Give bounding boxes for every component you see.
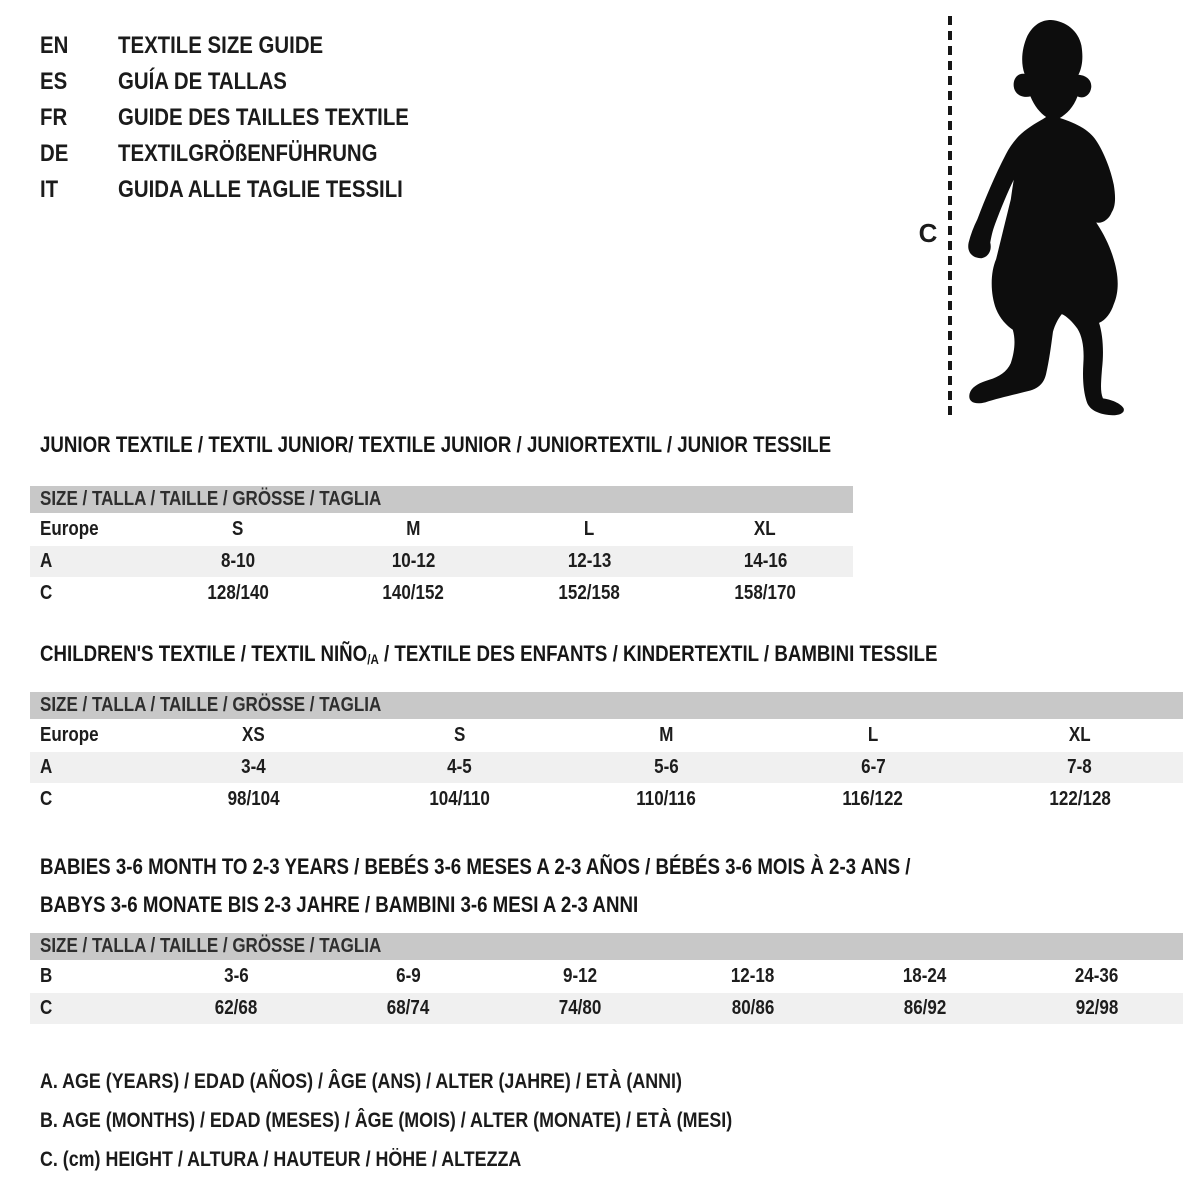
cell-value: 116/122 <box>842 788 904 810</box>
cell-value: 10-12 <box>391 550 436 572</box>
children-table <box>30 719 1183 816</box>
legend-line-a: A. AGE (YEARS) / EDAD (AÑOS) / ÂGE (ANS) / ALTER (JAHRE) / ETÀ (ANNI) <box>40 1070 682 1093</box>
cell-value: 6-9 <box>395 965 421 987</box>
lang-title: GUIDA ALLE TAGLIE TESSILI <box>118 176 403 203</box>
row-label: Europe <box>40 518 99 540</box>
cell-value: 80/86 <box>731 997 774 1019</box>
table-row <box>30 752 1183 783</box>
size-col-header: S <box>232 518 244 540</box>
cell-value: 7-8 <box>1067 756 1092 778</box>
cell-value: 9-12 <box>563 965 598 987</box>
cell-value: 68/74 <box>386 997 430 1019</box>
cell-value: 140/152 <box>382 582 445 604</box>
lang-code: ES <box>40 68 68 95</box>
junior-title-text: JUNIOR TEXTILE / TEXTIL JUNIOR/ TEXTILE JUNIOR / JUNIORTEXTIL / JUNIOR TESSILE <box>40 432 832 457</box>
lang-title: TEXTILE SIZE GUIDE <box>118 32 324 59</box>
cell-value: 8-10 <box>220 550 255 572</box>
legend-line-b: B. AGE (MONTHS) / EDAD (MESES) / ÂGE (MOIS) / ALTER (MONATE) / ETÀ (MESI) <box>40 1109 733 1132</box>
children-section-title <box>40 642 1096 672</box>
size-header-bar <box>30 933 1183 960</box>
cell-value: 74/80 <box>559 997 602 1019</box>
size-col-header: XL <box>754 518 776 540</box>
cell-value: 18-24 <box>902 965 947 987</box>
cell-value: 110/116 <box>636 788 697 810</box>
lang-row-en <box>40 28 460 64</box>
babies-title-line1: BABIES 3-6 MONTH TO 2-3 YEARS / BEBÉS 3-6 MESES A 2-3 AÑOS / BÉBÉS 3-6 MOIS À 2-3 ANS / <box>40 854 911 879</box>
babies-section-title <box>40 848 1064 924</box>
lang-row-fr <box>40 100 460 136</box>
table-row <box>30 993 1183 1024</box>
row-label: C <box>40 582 53 604</box>
cell-value: 98/104 <box>227 788 280 810</box>
lang-row-it <box>40 172 460 208</box>
size-col-header: M <box>406 518 421 540</box>
table-row <box>30 960 1183 993</box>
cell-value: 4-5 <box>447 756 473 778</box>
junior-section-title <box>40 433 971 457</box>
size-header-label: SIZE / TALLA / TAILLE / GRÖSSE / TAGLIA <box>40 694 382 716</box>
toddler-silhouette-image <box>963 18 1140 418</box>
lang-title: GUIDE DES TAILLES TEXTILE <box>118 104 409 131</box>
babies-title-line2: BABYS 3-6 MONATE BIS 2-3 JAHRE / BAMBINI 3-6 MESI A 2-3 ANNI <box>40 892 639 917</box>
cell-value: 104/110 <box>429 788 491 810</box>
cell-value: 12-13 <box>567 550 612 572</box>
cell-value: 3-4 <box>241 756 266 778</box>
children-size-table <box>30 692 1183 816</box>
cell-value: 3-6 <box>223 965 249 987</box>
cell-value: 14-16 <box>743 550 787 572</box>
lang-title: GUÍA DE TALLAS <box>118 68 287 95</box>
cell-value: 62/68 <box>214 997 258 1019</box>
size-col-header: S <box>454 724 466 746</box>
height-label-c: C <box>918 218 938 248</box>
lang-code: IT <box>40 176 59 203</box>
table-row <box>30 783 1183 816</box>
lang-title: TEXTILGRÖßENFÜHRUNG <box>118 140 378 167</box>
size-col-header: XS <box>241 724 265 746</box>
lang-row-es <box>40 64 460 100</box>
table-row <box>30 719 1183 752</box>
lang-code: EN <box>40 32 69 59</box>
row-label: A <box>40 756 53 778</box>
size-col-header: M <box>659 724 674 746</box>
table-row <box>30 513 853 546</box>
row-label: B <box>40 965 53 987</box>
lang-code: FR <box>40 104 68 131</box>
size-header-label: SIZE / TALLA / TAILLE / GRÖSSE / TAGLIA <box>40 488 382 510</box>
cell-value: 12-18 <box>730 965 775 987</box>
height-measure-dashed-line <box>948 16 952 416</box>
children-title-text: CHILDREN'S TEXTILE / TEXTIL $NIÑO_{/A}$ / TEXTILE DES ENFANTS / KINDERTEXTIL / BAMBINI TESSILE <box>40 641 938 667</box>
lang-row-de <box>40 136 460 172</box>
row-label: C <box>40 788 53 810</box>
cell-value: 6-7 <box>860 756 886 778</box>
table-row <box>30 577 853 610</box>
nino-a-subscript: /A <box>367 652 379 667</box>
cell-value: 92/98 <box>1075 997 1119 1019</box>
babies-size-table <box>30 933 1183 1024</box>
row-label: A <box>40 550 53 572</box>
size-header-bar <box>30 692 1183 719</box>
cell-value: 128/140 <box>207 582 269 604</box>
cell-value: 152/158 <box>558 582 621 604</box>
row-label: C <box>40 997 53 1019</box>
language-title-list <box>40 28 460 208</box>
legend-line-c: C. (cm) HEIGHT / ALTURA / HAUTEUR / HÖHE / ALTEZZA <box>40 1148 522 1171</box>
junior-table <box>30 513 853 610</box>
cell-value: 86/92 <box>903 997 946 1019</box>
cell-value: 122/128 <box>1048 788 1111 810</box>
babies-table <box>30 960 1183 1024</box>
size-header-label: SIZE / TALLA / TAILLE / GRÖSSE / TAGLIA <box>40 935 382 957</box>
cell-value: 5-6 <box>654 756 679 778</box>
legend <box>40 1071 854 1188</box>
lang-code: DE <box>40 140 69 167</box>
row-label: Europe <box>40 724 99 746</box>
junior-size-table <box>30 486 853 610</box>
size-col-header: XL <box>1068 724 1091 746</box>
size-col-header: L <box>867 724 879 746</box>
cell-value: 158/170 <box>734 582 796 604</box>
table-row <box>30 546 853 577</box>
cell-value: 24-36 <box>1075 965 1119 987</box>
size-col-header: L <box>584 518 595 540</box>
size-header-bar <box>30 486 853 513</box>
